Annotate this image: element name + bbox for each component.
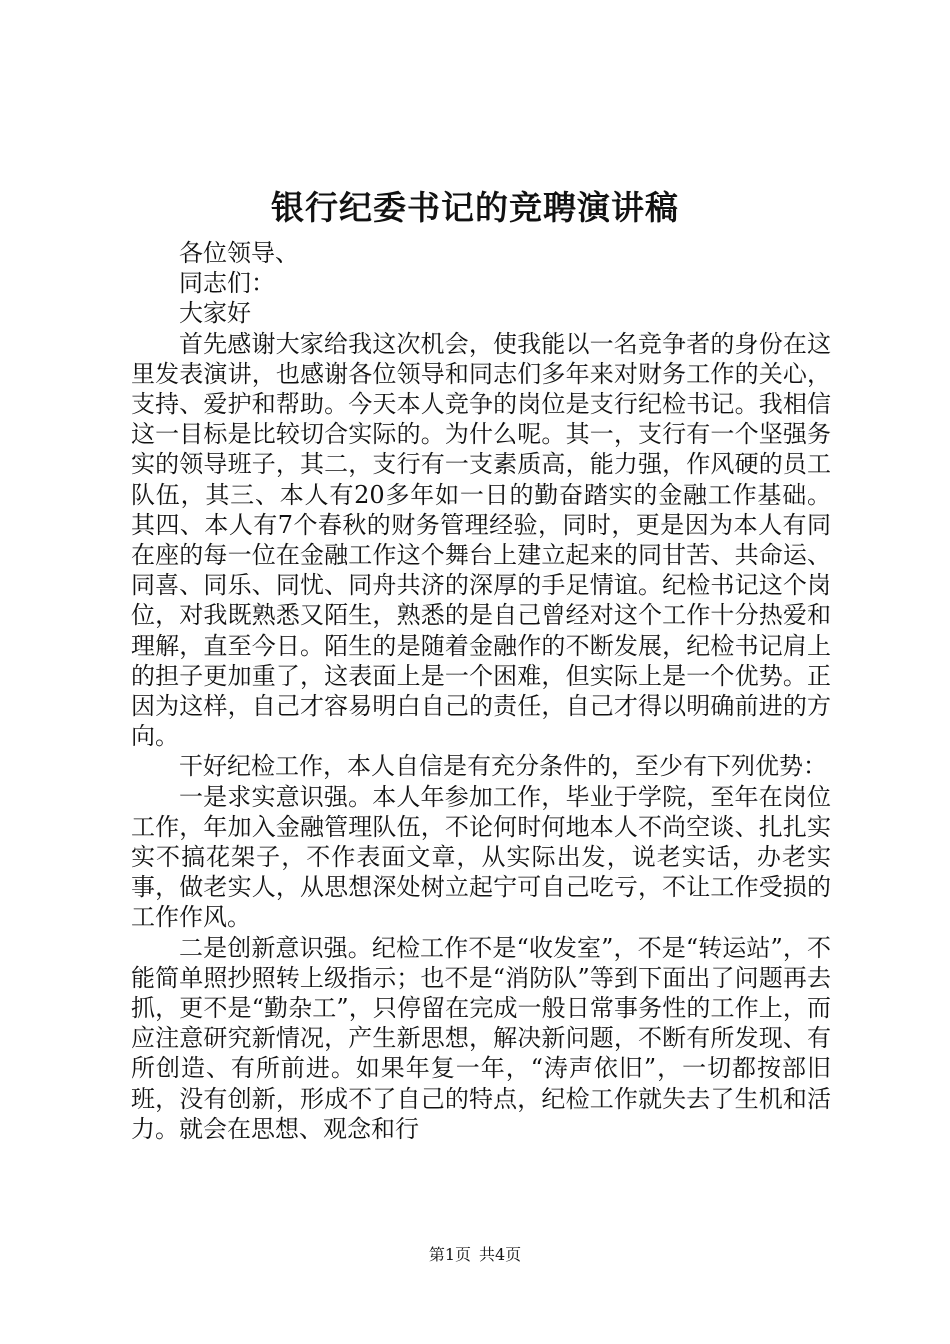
body-paragraph: 二是创新意识强。纪检工作不是“收发室”，不是“转运站”，不能简单照抄照转上级指示；也不是“消防队”等到下面出了问题再去抓，更不是“勤杂工”，只停留在完成一般日常事务性的工作上，而应注意研究新情况，产生新思想，解决新问题，不断有所发现、有所创造、有所前进。如果年复一年，“涛声依旧”，一切都按部旧班，没有创新，形成不了自己的特点，纪检工作就失去了生机和活力。就会在思想、观念和行 <box>131 933 831 1143</box>
greeting-line: 大家好 <box>179 299 251 328</box>
page-number-total: 共4页 <box>479 1245 522 1264</box>
body-paragraph: 干好纪检工作，本人自信是有充分条件的，至少有下列优势： <box>179 752 827 781</box>
document-title: 银行纪委书记的竞聘演讲稿 <box>271 188 679 227</box>
document-body <box>131 238 831 1144</box>
body-paragraph: 首先感谢大家给我这次机会，使我能以一名竞争者的身份在这里发表演讲，也感谢各位领导和同志们多年来对财务工作的关心，支持、爱护和帮助。今天本人竞争的岗位是支行纪检书记。我相信这一目标是比较切合实际的。为什么呢。其一，支行有一个坚强务实的领导班子，其二，支行有一支素质高，能力强，作风硬的员工队伍，其三、本人有20多年如一日的勤奋踏实的金融工作基础。其四、本人有7个春秋的财务管理经验，同时，更是因为本人有同在座的每一位在金融工作这个舞台上建立起来的同甘苦、共命运、同喜、同乐、同忧、同舟共济的深厚的手足情谊。纪检书记这个岗位，对我既熟悉又陌生，熟悉的是自己曾经对这个工作十分热爱和理解，直至今日。陌生的是随着金融作的不断发展，纪检书记肩上的担子更加重了，这表面上是一个困难，但实际上是一个优势。正因为这样，自己才容易明白自己的责任，自己才得以明确前进的方向。 <box>131 329 831 751</box>
page-footer <box>0 1244 950 1266</box>
greeting-line: 同志们： <box>179 269 275 298</box>
greeting-line: 各位领导、 <box>179 239 299 267</box>
page-number-current: 第1页 <box>428 1245 471 1264</box>
body-paragraph: 一是求实意识强。本人年参加工作，毕业于学院，至年在岗位工作，年加入金融管理队伍，不论何时何地本人不尚空谈、扎扎实实不搞花架子，不作表面文章，从实际出发，说老实话，办老实事，做老实人，从思想深处树立起宁可自己吃亏，不让工作受损的工作作风。 <box>131 782 831 932</box>
